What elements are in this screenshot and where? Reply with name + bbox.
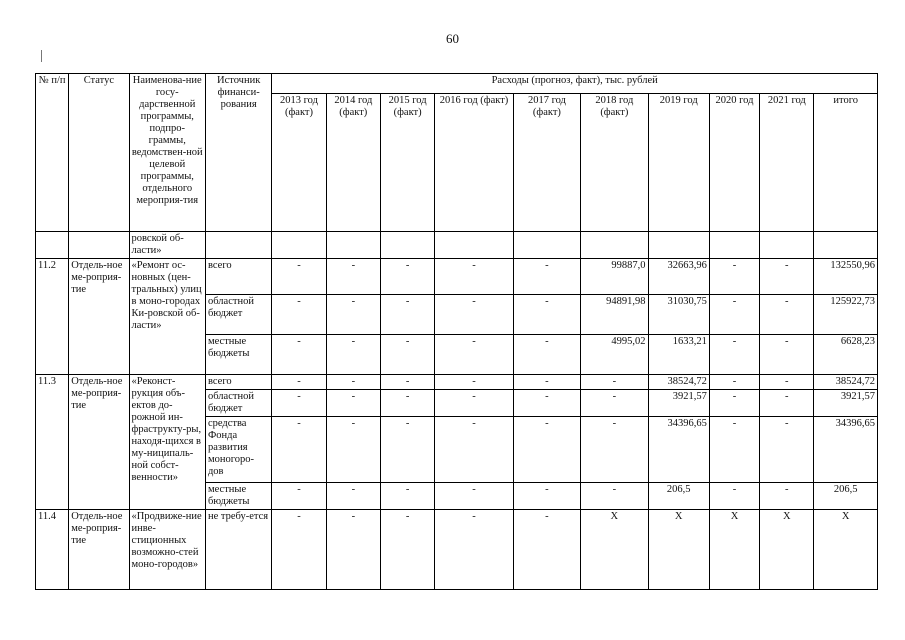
value-cell: - — [709, 390, 759, 417]
value-cell: - — [513, 295, 580, 335]
value-cell: - — [272, 335, 326, 375]
header-year: 2020 год — [709, 94, 759, 232]
header-total: итого — [814, 94, 878, 232]
value-cell: - — [709, 335, 759, 375]
item-name: «Реконст-рукция объ-ектов до-рожной ин-фраструкту-ры, находя-щихся в му-ниципаль-ной собст-венности» — [129, 375, 205, 510]
value-cell: - — [581, 375, 648, 390]
value-cell: 1633,21 — [648, 335, 709, 375]
value-cell: 32663,96 — [648, 259, 709, 295]
value-cell: X — [760, 510, 814, 590]
source-cell: всего — [205, 259, 271, 295]
value-cell: - — [326, 335, 380, 375]
value-cell: - — [272, 417, 326, 483]
value-cell: - — [760, 375, 814, 390]
value-cell: 31030,75 — [648, 295, 709, 335]
value-cell: - — [272, 510, 326, 590]
value-cell: - — [435, 483, 513, 510]
header-year: 2014 год (факт) — [326, 94, 380, 232]
value-cell: - — [709, 259, 759, 295]
page-number: 60 — [446, 31, 459, 46]
header-year: 2016 год (факт) — [435, 94, 513, 232]
value-cell: - — [326, 259, 380, 295]
header-year: 2021 год — [760, 94, 814, 232]
value-cell: - — [513, 375, 580, 390]
value-cell: - — [760, 259, 814, 295]
value-cell: - — [513, 390, 580, 417]
item-name: «Продвиже-ние инве-стиционных возможно-стей моно-городов» — [129, 510, 205, 590]
value-cell: - — [435, 375, 513, 390]
value-cell: - — [513, 510, 580, 590]
total-cell: 132550,96 — [814, 259, 878, 295]
item-num: 11.2 — [36, 259, 69, 375]
header-expenses: Расходы (прогноз, факт), тыс. рублей — [272, 74, 878, 94]
item-name: «Ремонт ос-новных (цен-тральных) улиц в моно-городах Ки-ровской об-ласти» — [129, 259, 205, 375]
value-cell: - — [326, 390, 380, 417]
value-cell: - — [760, 417, 814, 483]
value-cell: - — [709, 295, 759, 335]
header-status: Статус — [69, 74, 129, 232]
value-cell: - — [380, 390, 434, 417]
total-cell: 3921,57 — [814, 390, 878, 417]
value-cell: - — [380, 295, 434, 335]
value-cell: - — [272, 483, 326, 510]
header-source: Источник финанси-рования — [205, 74, 271, 232]
value-cell: - — [435, 259, 513, 295]
value-cell: - — [513, 259, 580, 295]
value-cell: - — [709, 417, 759, 483]
value-cell: - — [435, 510, 513, 590]
value-cell: - — [709, 375, 759, 390]
value-cell: - — [513, 483, 580, 510]
total-cell: 38524,72 — [814, 375, 878, 390]
value-cell: - — [326, 510, 380, 590]
item-status: Отдель-ное ме-роприя-тие — [69, 375, 129, 510]
header-year: 2013 год (факт) — [272, 94, 326, 232]
value-cell: - — [513, 335, 580, 375]
item-status: Отдель-ное ме-роприя-тие — [69, 510, 129, 590]
value-cell: - — [435, 417, 513, 483]
value-cell: - — [760, 483, 814, 510]
item-num: 11.4 — [36, 510, 69, 590]
source-cell: всего — [205, 375, 271, 390]
value-cell: 99887,0 — [581, 259, 648, 295]
value-cell: - — [326, 483, 380, 510]
header-name: Наименова-ние госу-дарственной программы, подпро-граммы, ведомствен-ной целевой программы, отдельного мероприя-тия — [129, 74, 205, 232]
value-cell: - — [326, 375, 380, 390]
value-cell: X — [581, 510, 648, 590]
value-cell: - — [380, 510, 434, 590]
value-cell: - — [326, 295, 380, 335]
item-num: 11.3 — [36, 375, 69, 510]
source-cell: областной бюджет — [205, 295, 271, 335]
value-cell: 206,5 — [648, 483, 709, 510]
header-year: 2017 год (факт) — [513, 94, 580, 232]
value-cell: - — [581, 483, 648, 510]
total-cell: 6628,23 — [814, 335, 878, 375]
margin-mark — [41, 50, 42, 62]
value-cell: - — [709, 483, 759, 510]
value-cell: - — [326, 417, 380, 483]
value-cell: - — [380, 259, 434, 295]
source-cell: местные бюджеты — [205, 483, 271, 510]
header-year: 2019 год — [648, 94, 709, 232]
value-cell: - — [513, 417, 580, 483]
header-year: 2018 год (факт) — [581, 94, 648, 232]
table-row — [36, 375, 878, 390]
total-cell: X — [814, 510, 878, 590]
table-row — [36, 232, 878, 259]
value-cell: - — [272, 375, 326, 390]
value-cell: - — [581, 417, 648, 483]
value-cell: - — [272, 259, 326, 295]
value-cell: - — [760, 295, 814, 335]
source-cell: средства Фонда развития моногоро-дов — [205, 417, 271, 483]
total-cell: 34396,65 — [814, 417, 878, 483]
source-cell: не требу-ется — [205, 510, 271, 590]
header-num: № п/п — [36, 74, 69, 232]
value-cell: - — [272, 295, 326, 335]
value-cell: X — [709, 510, 759, 590]
item-status: Отдель-ное ме-роприя-тие — [69, 259, 129, 375]
total-cell: 206,5 — [814, 483, 878, 510]
value-cell: 94891,98 — [581, 295, 648, 335]
value-cell: - — [380, 483, 434, 510]
table-row — [36, 510, 878, 590]
value-cell: - — [435, 390, 513, 417]
value-cell: - — [272, 390, 326, 417]
value-cell: 38524,72 — [648, 375, 709, 390]
value-cell: 3921,57 — [648, 390, 709, 417]
header-year: 2015 год (факт) — [380, 94, 434, 232]
value-cell: - — [380, 335, 434, 375]
value-cell: 34396,65 — [648, 417, 709, 483]
continued-name: ровской об-ласти» — [129, 232, 205, 259]
expenses-table — [35, 73, 878, 590]
value-cell: - — [760, 335, 814, 375]
total-cell: 125922,73 — [814, 295, 878, 335]
source-cell: областной бюджет — [205, 390, 271, 417]
value-cell: - — [380, 417, 434, 483]
value-cell: - — [435, 335, 513, 375]
value-cell: - — [760, 390, 814, 417]
value-cell: - — [435, 295, 513, 335]
value-cell: - — [581, 390, 648, 417]
value-cell: - — [380, 375, 434, 390]
value-cell: X — [648, 510, 709, 590]
source-cell: местные бюджеты — [205, 335, 271, 375]
value-cell: 4995,02 — [581, 335, 648, 375]
table-row — [36, 259, 878, 295]
